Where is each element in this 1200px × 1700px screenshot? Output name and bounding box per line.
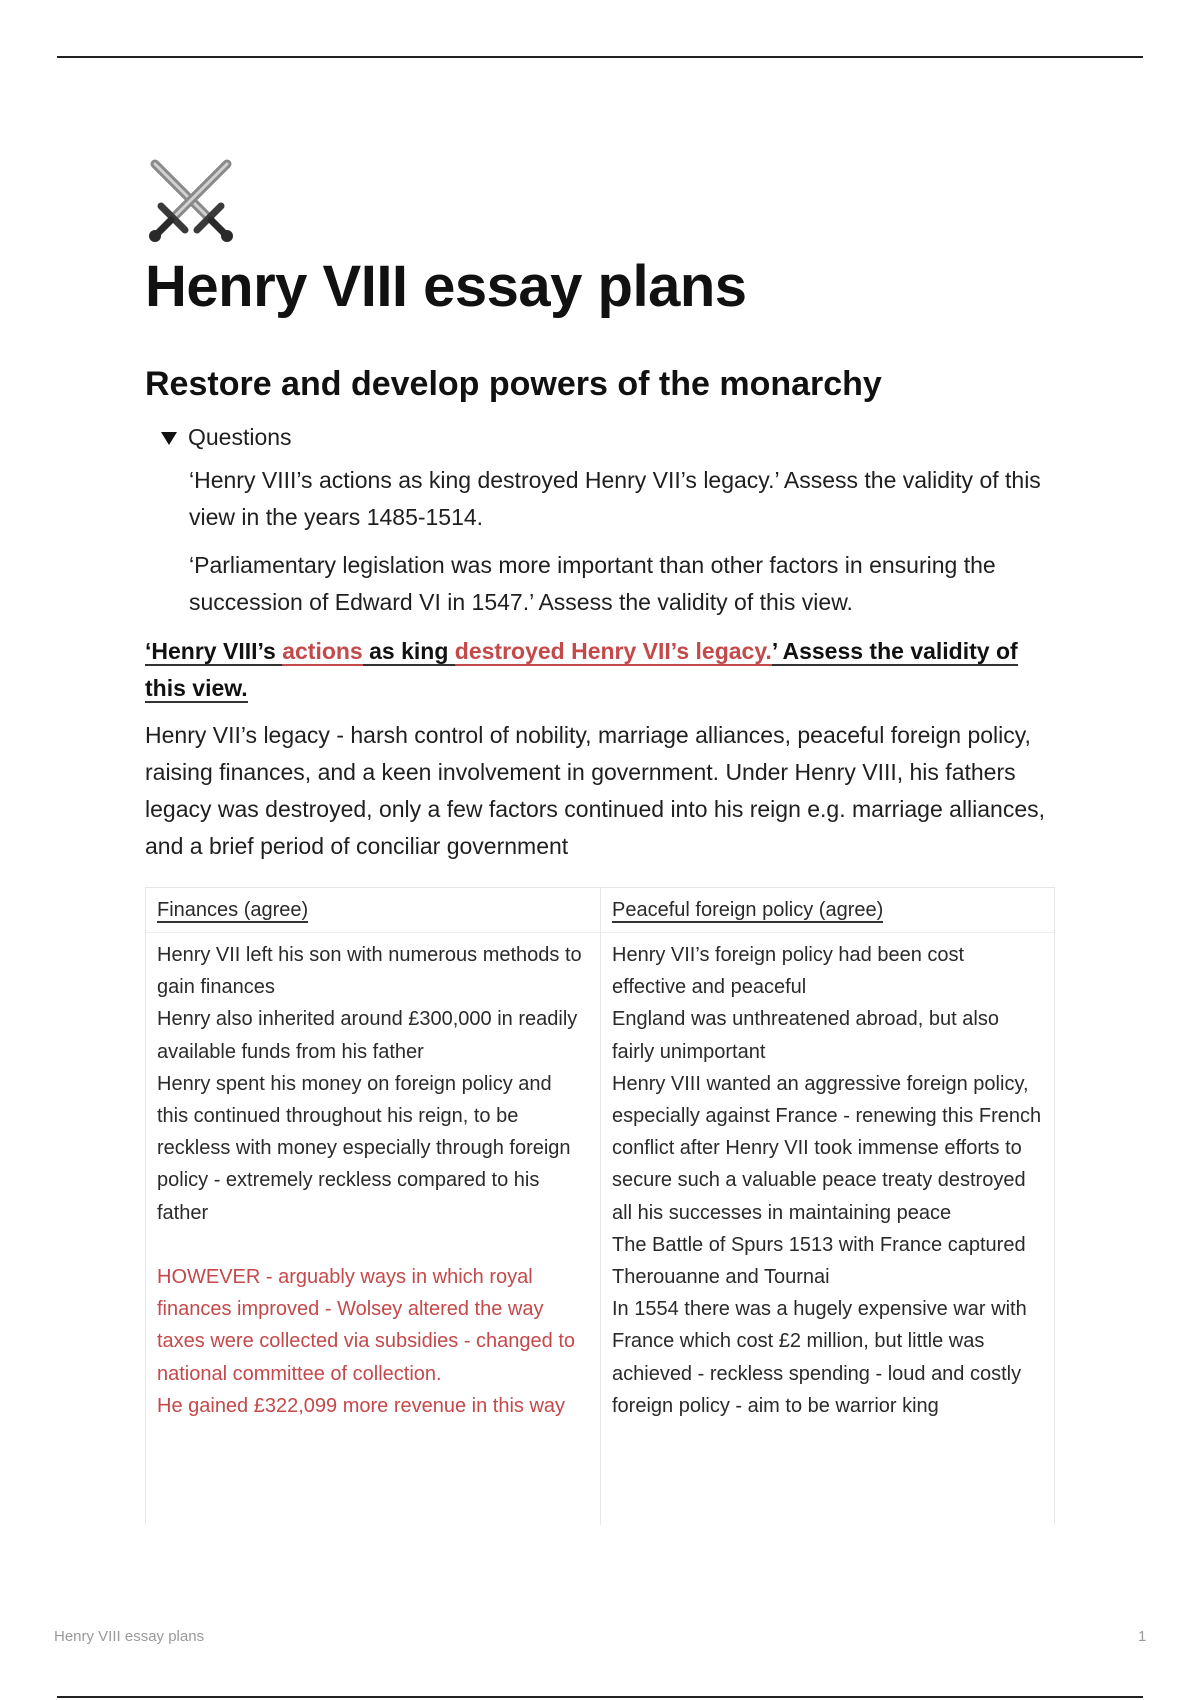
cell-line: In 1554 there was a hugely expensive war with France which cost £2 million, but little was achieved - reckless spending - loud and costly foreign policy - aim to be warrior king (612, 1298, 1027, 1417)
essay-question-part: as king (362, 638, 455, 664)
cell-line: Henry spent his money on foreign policy and this continued throughout his reign, to be reckless with money especially through foreign policy - extremely reckless compared to his father (157, 1072, 571, 1224)
questions-list (189, 462, 1057, 621)
questions-toggle[interactable] (161, 420, 1057, 454)
table-header-cell (146, 888, 601, 933)
top-rule (57, 56, 1143, 58)
essay-question-highlight: destroyed Henry VII’s legacy. (454, 638, 772, 664)
essay-question-highlight: actions (282, 638, 363, 664)
bottom-rule (57, 1696, 1143, 1698)
essay-question (145, 633, 1057, 707)
page-title: Henry VIII essay plans (145, 254, 747, 319)
comparison-table (145, 887, 1055, 1525)
footer-page-number: 1 (1138, 1628, 1147, 1645)
intro-paragraph: Henry VII’s legacy - harsh control of nobility, marriage alliances, peaceful foreign policy, raising finances, and a keen involvement in government. Under Henry VIII, his fathers legacy was destroyed, only a few factors continued into his reign e.g. marriage alliances, and a brief period of conciliar government (145, 722, 1046, 859)
table-header-cell (601, 888, 1055, 933)
essay-question-part: ’ Assess the validity of this view. (145, 638, 1018, 701)
table-cell-foreign-policy (601, 933, 1055, 1525)
column-header-foreign-policy: Peaceful foreign policy (agree) (612, 899, 884, 921)
page-content (145, 158, 1057, 1525)
cell-line-highlight: He gained £322,099 more revenue in this way (157, 1394, 566, 1417)
column-header-finances: Finances (agree) (157, 899, 309, 921)
cell-line: Henry VII left his son with numerous methods to gain finances (157, 944, 582, 999)
cell-line: Henry VII’s foreign policy had been cost effective and peaceful (612, 944, 965, 999)
cell-spacer (157, 1229, 588, 1261)
cell-line: Henry also inherited around £300,000 in readily available funds from his father (157, 1008, 578, 1063)
table-cell-finances (146, 933, 601, 1525)
crossed-swords-icon (145, 158, 237, 246)
question-item: ‘Parliamentary legislation was more important than other factors in ensuring the succession of Edward VI in 1547.’ Assess the validity of this view. (189, 552, 996, 615)
essay-question-part: ‘Henry VIII’s (145, 638, 283, 664)
question-item: ‘Henry VIII’s actions as king destroyed Henry VII’s legacy.’ Assess the validity of this view in the years 1485-1514. (189, 467, 1041, 530)
toggle-label: Questions (188, 424, 292, 450)
cell-line: The Battle of Spurs 1513 with France captured Therouanne and Tournai (612, 1233, 1026, 1289)
section-heading: Restore and develop powers of the monarchy (145, 365, 882, 403)
cell-line: England was unthreatened abroad, but also fairly unimportant (612, 1008, 999, 1063)
cell-line: Henry VIII wanted an aggressive foreign policy, especially against France - renewing this French conflict after Henry VII took immense efforts to secure such a valuable peace treaty destroyed all his successes in maintaining peace (612, 1072, 1042, 1224)
cell-line-highlight: HOWEVER - arguably ways in which royal finances improved - Wolsey altered the way taxes were collected via subsidies - changed to national committee of collection. (157, 1266, 576, 1385)
triangle-down-icon[interactable] (161, 432, 177, 445)
footer-title: Henry VIII essay plans (54, 1628, 205, 1645)
